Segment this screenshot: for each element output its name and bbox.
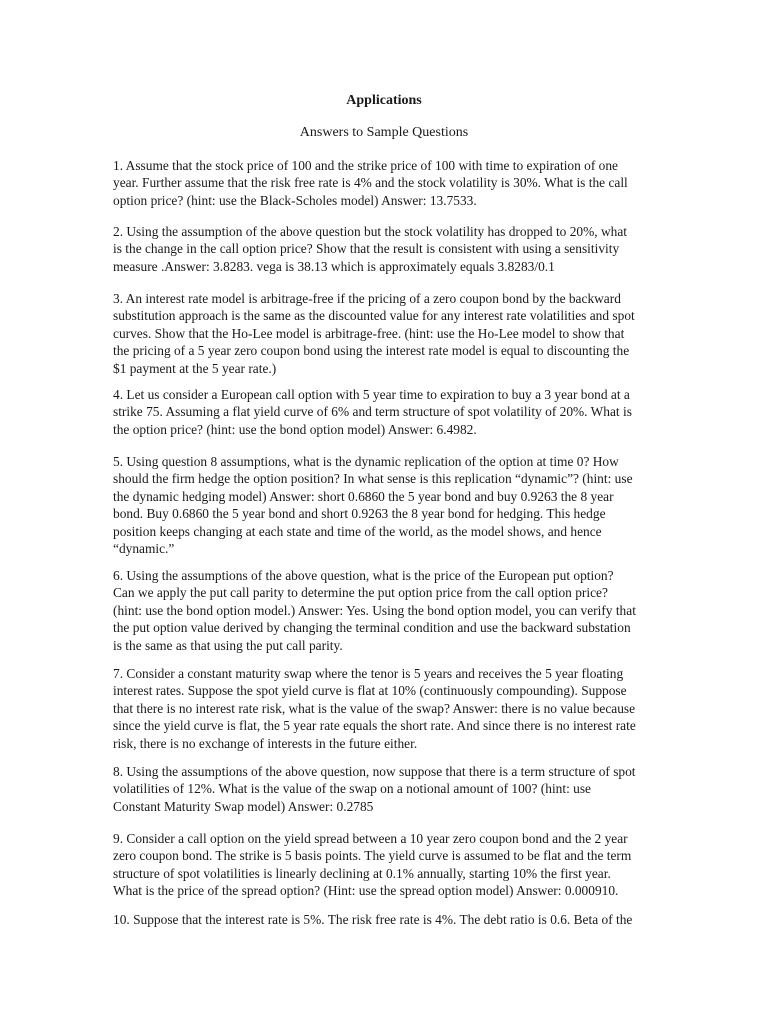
question-10 — [113, 911, 658, 928]
question-4-line-1: 4. Let us consider a European call option with 5 year time to expiration to buy a 3 year bond at a — [113, 387, 630, 402]
question-7-line-2: interest rates. Suppose the spot yield curve is flat at 10% (continuously compounding). Suppose — [113, 683, 627, 699]
question-3-line-2: substitution approach is the same as the discounted value for any interest rate volatilities and spot — [113, 308, 635, 324]
question-4 — [113, 386, 658, 438]
question-6-line-5: is the same as that using the put call parity. — [113, 637, 343, 653]
question-3-line-4: the pricing of a 5 year zero coupon bond using the interest rate model is equal to discounting the — [113, 343, 630, 359]
question-6-line-2: Can we apply the put call parity to determine the put option price from the call option price? — [113, 585, 608, 601]
question-9-line-3: structure of spot volatilities is linearly declining at 0.1% annually, starting 10% the first year. — [113, 865, 611, 881]
question-5 — [113, 453, 658, 557]
question-2-line-2: is the change in the call option price? Show that the result is consistent with using a sensitivity — [113, 241, 620, 257]
question-6-line-3: (hint: use the bond option model.) Answer: Yes. Using the bond option model, you can verify that — [113, 602, 636, 618]
question-1-line-2: year. Further assume that the risk free rate is 4% and the stock volatility is 30%. What is the call — [113, 175, 628, 191]
question-2-line-1: 2. Using the assumption of the above question but the stock volatility has dropped to 20%, what — [113, 224, 627, 239]
question-2 — [113, 223, 658, 275]
question-3 — [113, 290, 658, 377]
question-4-line-3: the option price? (hint: use the bond option model) Answer: 6.4982. — [113, 421, 477, 437]
question-8-line-2: volatilities of 12%. What is the value of the swap on a notional amount of 100? (hint: use — [113, 781, 591, 797]
question-7-line-1: 7. Consider a constant maturity swap where the tenor is 5 years and receives the 5 year floating — [113, 666, 624, 681]
question-8-line-3: Constant Maturity Swap model) Answer: 0.2785 — [113, 798, 374, 814]
question-1-line-1: 1. Assume that the stock price of 100 and the strike price of 100 with time to expiration of one — [113, 158, 619, 173]
question-6-line-4: the put option value derived by changing the terminal condition and use the backward substation — [113, 620, 631, 636]
question-1-line-3: option price? (hint: use the Black-Scholes model) Answer: 13.7533. — [113, 192, 477, 208]
document-subtitle: Answers to Sample Questions — [299, 125, 469, 140]
question-9-line-2: zero coupon bond. The strike is 5 basis points. The yield curve is assumed to be flat and the term — [113, 848, 632, 864]
question-7-line-5: risk, there is no exchange of interests in the future either. — [113, 735, 418, 751]
question-6-line-1: 6. Using the assumptions of the above question, what is the price of the European put option? — [113, 568, 614, 583]
question-4-line-2: strike 75. Assuming a flat yield curve of 6% and term structure of spot volatility of 20%. What is — [113, 404, 632, 420]
question-8 — [113, 763, 658, 815]
question-5-line-1: 5. Using question 8 assumptions, what is the dynamic replication of the option at time 0? How — [113, 454, 619, 469]
question-6 — [113, 567, 658, 654]
question-3-line-5: $1 payment at the 5 year rate.) — [113, 360, 277, 376]
question-9-line-4: What is the price of the spread option? (Hint: use the spread option model) Answer: 0.000910. — [113, 883, 619, 899]
question-10-line-1: 10. Suppose that the interest rate is 5%. The risk free rate is 4%. The debt ratio is 0.6. Beta of the — [113, 912, 633, 927]
question-7-line-3: that there is no interest rate risk, what is the value of the swap? Answer: there is no value because — [113, 700, 636, 716]
question-5-line-6: “dynamic.” — [113, 541, 175, 557]
question-1 — [113, 157, 658, 209]
question-5-line-2: should the firm hedge the option position? In what sense is this replication “dynamic”? (hint: use — [113, 471, 633, 487]
question-2-line-3: measure .Answer: 3.8283. vega is 38.13 which is approximately equals 3.8283/0.1 — [113, 258, 555, 274]
question-7-line-4: since the yield curve is flat, the 5 year rate equals the short rate. And since there is no interest rate — [113, 718, 636, 734]
question-9 — [113, 830, 658, 900]
question-3-line-1: 3. An interest rate model is arbitrage-free if the pricing of a zero coupon bond by the backward — [113, 291, 621, 306]
question-5-line-5: position keeps changing at each state and time of the world, as the model shows, and hence — [113, 523, 602, 539]
question-3-line-3: curves. Show that the Ho-Lee model is arbitrage-free. (hint: use the Ho-Lee model to show that — [113, 325, 625, 341]
question-9-line-1: 9. Consider a call option on the yield spread between a 10 year zero coupon bond and the 2 year — [113, 831, 628, 846]
question-8-line-1: 8. Using the assumptions of the above question, now suppose that there is a term structure of spot — [113, 764, 636, 779]
question-5-line-4: bond. Buy 0.6860 the 5 year bond and short 0.9263 the 8 year bond for hedging. This hedge — [113, 506, 606, 522]
document-title: Applications — [346, 93, 422, 108]
question-7 — [113, 665, 658, 752]
question-5-line-3: the dynamic hedging model) Answer: short 0.6860 the 5 year bond and buy 0.9263 the 8 year — [113, 488, 614, 504]
